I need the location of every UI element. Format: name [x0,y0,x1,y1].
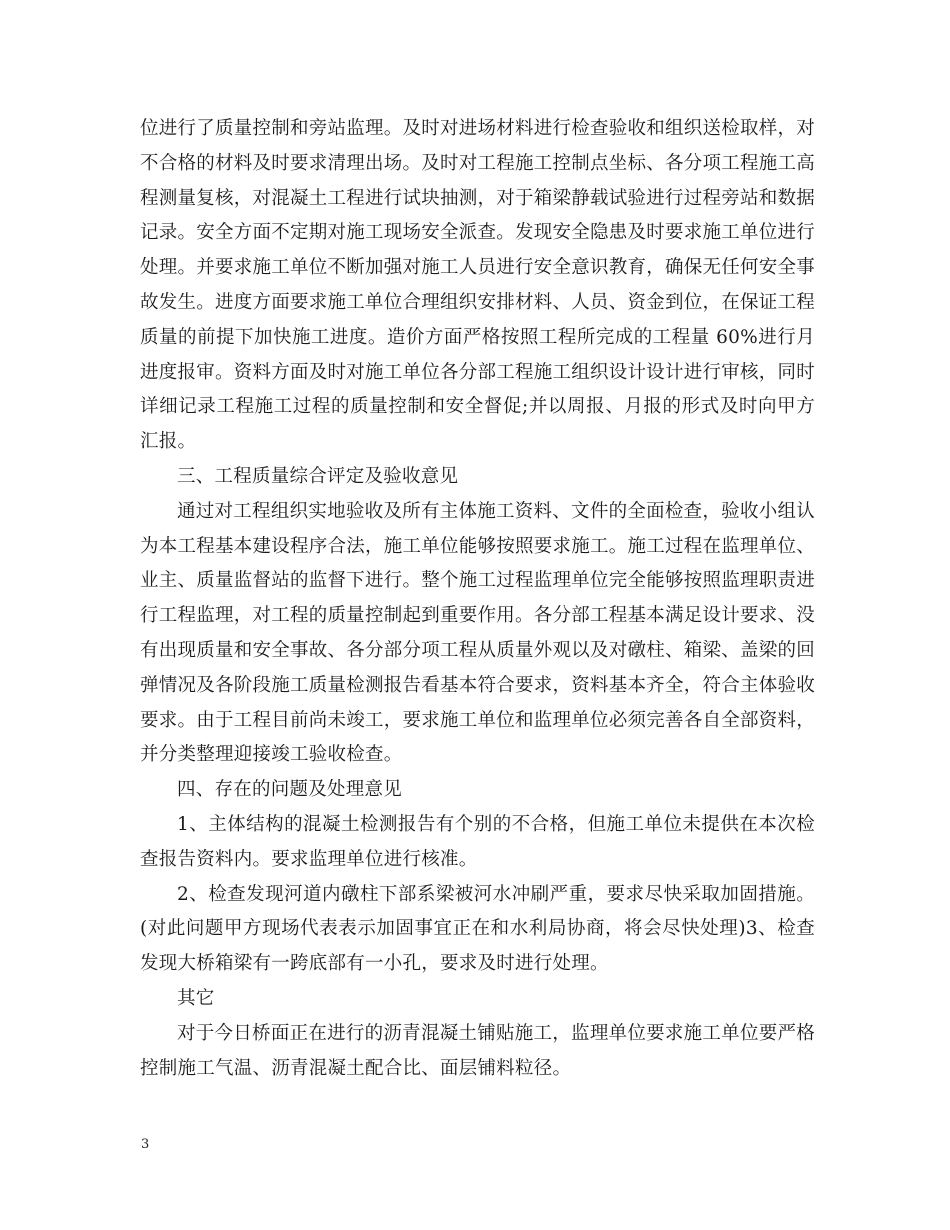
paragraph-issue-one: 1、主体结构的混凝土检测报告有个别的不合格，但施工单位未提供在本次检查报告资料内。要求监理单位进行核准。 [140,813,815,870]
page-number: 3 [141,1137,150,1152]
heading-other: 其它 [177,987,215,1009]
heading-section-four: 四、存在的问题及处理意见 [177,779,403,801]
paragraph-evaluation: 通过对工程组织实地验收及所有主体施工资料、文件的全面检查，验收小组认为本工程基本建设程序合法，施工单位能够按照要求施工。施工过程在监理单位、业主、质量监督站的监督下进行。整个施工过程监理单位完全能够按照监理职责进行工程监理，对工程的质量控制起到重要作用。各分部工程基本满足设计要求、没有出现质量和安全事故、各分部分项工程从质量外观以及对礅柱、箱梁、盖梁的回弹情况及各阶段施工质量检测报告看基本符合要求，资料基本齐全，符合主体验收要求。由于工程目前尚未竣工，要求施工单位和监理单位必须完善各自全部资料，并分类整理迎接竣工验收检查。 [140,500,816,766]
heading-section-three: 三、工程质量综合评定及验收意见 [177,465,459,487]
document-body [140,112,815,1086]
paragraph-quality-control: 位进行了质量控制和旁站监理。及时对进场材料进行检查验收和组织送检取样，对不合格的材料及时要求清理出场。及时对工程施工控制点坐标、各分项工程施工高程测量复核，对混凝土工程进行试块抽测，对于箱梁静载试验进行过程旁站和数据记录。安全方面不定期对施工现场安全派查。发现安全隐患及时要求施工单位进行处理。并要求施工单位不断加强对施工人员进行安全意识教育，确保无任何安全事故发生。进度方面要求施工单位合理组织安排材料、人员、资金到位，在保证工程质量的前提下加快施工进度。造价方面严格按照工程所完成的工程量 60%进行月进度报审。资料方面及时对施工单位各分部工程施工组织设计设计进行审核，同时详细记录工程施工过程的质量控制和安全督促;并以周报、月报的形式及时向甲方汇报。 [140,118,816,453]
paragraph-asphalt: 对于今日桥面正在进行的沥青混凝土铺贴施工，监理单位要求施工单位要严格控制施工气温、沥青混凝土配合比、面层铺料粒径。 [140,1022,815,1079]
paragraph-issue-two-three: 2、检查发现河道内礅柱下部系梁被河水冲刷严重，要求尽快采取加固措施。(对此问题甲方现场代表表示加固事宜正在和水利局协商，将会尽快处理)3、检查发现大桥箱梁有一跨底部有一小孔，要求及时进行处理。 [140,883,815,975]
